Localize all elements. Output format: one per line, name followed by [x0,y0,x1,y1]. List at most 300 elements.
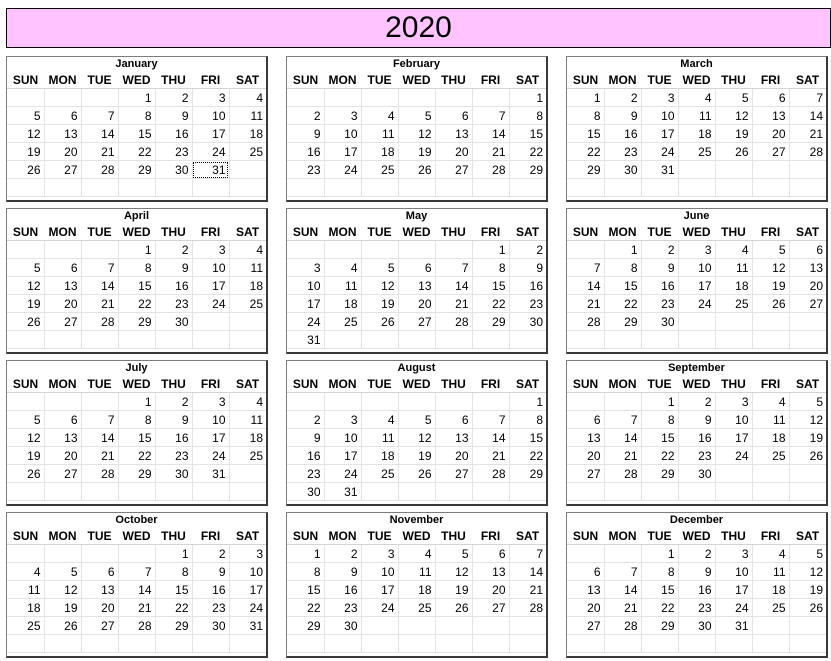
day-cell[interactable]: 7 [472,411,509,429]
day-cell[interactable]: 10 [192,107,229,125]
day-cell[interactable] [361,635,398,653]
day-cell[interactable] [752,483,789,501]
day-cell[interactable]: 13 [752,107,789,125]
day-cell[interactable]: 10 [641,107,678,125]
day-cell[interactable]: 28 [472,161,509,179]
day-cell[interactable]: 5 [361,259,398,277]
day-cell[interactable]: 15 [641,581,678,599]
day-cell[interactable]: 16 [192,581,229,599]
day-cell[interactable] [44,635,81,653]
day-cell[interactable]: 9 [604,107,641,125]
day-cell[interactable] [7,393,44,411]
day-cell[interactable]: 14 [509,563,546,581]
day-cell[interactable]: 12 [7,125,44,143]
day-cell[interactable]: 14 [789,107,826,125]
day-cell[interactable]: 3 [287,259,324,277]
day-cell[interactable]: 6 [435,411,472,429]
day-cell[interactable] [715,635,752,653]
day-cell[interactable] [81,89,118,107]
day-cell[interactable]: 24 [715,447,752,465]
day-cell[interactable]: 13 [789,259,826,277]
day-cell[interactable]: 26 [435,599,472,617]
day-cell[interactable]: 9 [509,259,546,277]
day-cell[interactable]: 17 [192,125,229,143]
day-cell[interactable]: 27 [435,465,472,483]
day-cell[interactable] [287,89,324,107]
day-cell[interactable] [604,483,641,501]
day-cell[interactable]: 16 [509,277,546,295]
day-cell[interactable] [229,161,266,179]
day-cell[interactable]: 20 [435,447,472,465]
day-cell[interactable]: 19 [7,295,44,313]
day-cell[interactable]: 13 [398,277,435,295]
day-cell[interactable]: 9 [324,563,361,581]
day-cell[interactable]: 16 [287,143,324,161]
day-cell[interactable]: 19 [789,581,826,599]
day-cell[interactable] [509,635,546,653]
day-cell[interactable]: 28 [472,465,509,483]
day-cell[interactable]: 16 [604,125,641,143]
day-cell[interactable] [361,483,398,501]
day-cell[interactable]: 8 [567,107,604,125]
day-cell[interactable]: 18 [752,581,789,599]
day-cell[interactable]: 17 [678,277,715,295]
day-cell[interactable]: 5 [398,107,435,125]
day-cell[interactable]: 23 [678,599,715,617]
day-cell[interactable] [324,89,361,107]
day-cell[interactable]: 3 [641,89,678,107]
day-cell[interactable] [7,179,44,197]
day-cell[interactable]: 22 [118,143,155,161]
day-cell[interactable] [44,179,81,197]
day-cell[interactable]: 19 [7,447,44,465]
day-cell[interactable]: 2 [324,545,361,563]
day-cell[interactable]: 13 [567,429,604,447]
day-cell[interactable]: 6 [398,259,435,277]
day-cell[interactable]: 22 [155,599,192,617]
day-cell[interactable]: 20 [789,277,826,295]
day-cell[interactable]: 2 [678,393,715,411]
day-cell[interactable]: 24 [324,161,361,179]
day-cell[interactable] [567,331,604,349]
day-cell[interactable]: 21 [472,447,509,465]
day-cell[interactable] [435,635,472,653]
day-cell[interactable]: 14 [81,277,118,295]
day-cell[interactable]: 3 [324,107,361,125]
day-cell[interactable] [44,241,81,259]
day-cell[interactable]: 3 [192,393,229,411]
day-cell[interactable]: 16 [641,277,678,295]
day-cell[interactable]: 17 [361,581,398,599]
day-cell[interactable]: 8 [604,259,641,277]
day-cell[interactable]: 7 [567,259,604,277]
day-cell[interactable]: 5 [398,411,435,429]
day-cell[interactable]: 5 [44,563,81,581]
day-cell[interactable]: 27 [472,599,509,617]
day-cell[interactable]: 6 [567,411,604,429]
day-cell[interactable]: 30 [678,617,715,635]
day-cell[interactable]: 12 [361,277,398,295]
day-cell[interactable]: 30 [509,313,546,331]
day-cell[interactable]: 25 [7,617,44,635]
day-cell-selected[interactable]: 31 [192,161,229,179]
day-cell[interactable]: 10 [192,259,229,277]
day-cell[interactable]: 30 [641,313,678,331]
day-cell[interactable] [398,241,435,259]
day-cell[interactable]: 29 [118,465,155,483]
day-cell[interactable]: 6 [567,563,604,581]
day-cell[interactable]: 10 [715,411,752,429]
day-cell[interactable] [789,617,826,635]
day-cell[interactable]: 29 [509,465,546,483]
day-cell[interactable]: 1 [118,89,155,107]
day-cell[interactable]: 1 [118,241,155,259]
day-cell[interactable]: 1 [509,89,546,107]
day-cell[interactable]: 25 [361,465,398,483]
day-cell[interactable]: 24 [678,295,715,313]
day-cell[interactable]: 3 [361,545,398,563]
day-cell[interactable]: 8 [155,563,192,581]
day-cell[interactable]: 6 [752,89,789,107]
day-cell[interactable]: 7 [81,411,118,429]
day-cell[interactable]: 29 [118,313,155,331]
day-cell[interactable]: 8 [118,411,155,429]
day-cell[interactable] [604,635,641,653]
day-cell[interactable] [567,483,604,501]
day-cell[interactable]: 23 [287,465,324,483]
day-cell[interactable]: 11 [398,563,435,581]
day-cell[interactable] [789,313,826,331]
day-cell[interactable] [324,331,361,349]
day-cell[interactable] [361,89,398,107]
day-cell[interactable]: 25 [229,143,266,161]
day-cell[interactable]: 18 [678,125,715,143]
day-cell[interactable]: 15 [155,581,192,599]
day-cell[interactable]: 13 [81,581,118,599]
day-cell[interactable]: 22 [567,143,604,161]
day-cell[interactable]: 23 [604,143,641,161]
day-cell[interactable]: 27 [567,465,604,483]
day-cell[interactable]: 8 [641,563,678,581]
day-cell[interactable]: 10 [324,429,361,447]
day-cell[interactable] [641,635,678,653]
day-cell[interactable] [435,483,472,501]
day-cell[interactable]: 4 [715,241,752,259]
day-cell[interactable] [435,179,472,197]
day-cell[interactable]: 23 [509,295,546,313]
day-cell[interactable]: 21 [435,295,472,313]
day-cell[interactable]: 5 [7,411,44,429]
day-cell[interactable]: 7 [81,107,118,125]
day-cell[interactable] [7,483,44,501]
day-cell[interactable]: 10 [229,563,266,581]
day-cell[interactable]: 22 [472,295,509,313]
day-cell[interactable]: 17 [324,143,361,161]
day-cell[interactable]: 19 [361,295,398,313]
day-cell[interactable] [509,483,546,501]
day-cell[interactable]: 14 [472,125,509,143]
day-cell[interactable]: 14 [435,277,472,295]
day-cell[interactable]: 13 [44,429,81,447]
day-cell[interactable]: 20 [44,143,81,161]
day-cell[interactable]: 21 [118,599,155,617]
day-cell[interactable] [361,241,398,259]
day-cell[interactable]: 3 [192,241,229,259]
day-cell[interactable]: 9 [155,411,192,429]
day-cell[interactable]: 28 [118,617,155,635]
day-cell[interactable] [81,635,118,653]
day-cell[interactable] [324,635,361,653]
day-cell[interactable]: 9 [192,563,229,581]
day-cell[interactable]: 13 [435,125,472,143]
day-cell[interactable] [7,545,44,563]
day-cell[interactable]: 16 [678,429,715,447]
day-cell[interactable]: 28 [509,599,546,617]
day-cell[interactable] [118,179,155,197]
day-cell[interactable]: 4 [229,241,266,259]
day-cell[interactable] [398,393,435,411]
day-cell[interactable] [604,179,641,197]
day-cell[interactable]: 18 [229,125,266,143]
day-cell[interactable]: 13 [567,581,604,599]
day-cell[interactable]: 29 [641,617,678,635]
day-cell[interactable]: 2 [155,89,192,107]
day-cell[interactable]: 28 [81,465,118,483]
day-cell[interactable] [752,161,789,179]
day-cell[interactable]: 14 [472,429,509,447]
day-cell[interactable]: 23 [678,447,715,465]
day-cell[interactable]: 10 [192,411,229,429]
day-cell[interactable]: 28 [789,143,826,161]
day-cell[interactable]: 11 [752,411,789,429]
day-cell[interactable]: 9 [678,563,715,581]
day-cell[interactable]: 27 [752,143,789,161]
day-cell[interactable] [567,393,604,411]
day-cell[interactable]: 22 [641,599,678,617]
day-cell[interactable] [715,465,752,483]
day-cell[interactable]: 24 [287,313,324,331]
day-cell[interactable]: 2 [192,545,229,563]
day-cell[interactable]: 15 [472,277,509,295]
day-cell[interactable]: 15 [509,429,546,447]
day-cell[interactable]: 2 [155,393,192,411]
day-cell[interactable] [44,89,81,107]
day-cell[interactable]: 29 [472,313,509,331]
day-cell[interactable]: 21 [472,143,509,161]
day-cell[interactable] [472,331,509,349]
day-cell[interactable]: 12 [789,411,826,429]
day-cell[interactable]: 18 [752,429,789,447]
day-cell[interactable]: 8 [118,259,155,277]
day-cell[interactable]: 17 [715,581,752,599]
day-cell[interactable]: 19 [435,581,472,599]
day-cell[interactable] [567,179,604,197]
day-cell[interactable]: 14 [81,429,118,447]
day-cell[interactable] [604,545,641,563]
day-cell[interactable]: 17 [229,581,266,599]
day-cell[interactable]: 11 [229,107,266,125]
day-cell[interactable]: 9 [287,125,324,143]
day-cell[interactable] [435,331,472,349]
day-cell[interactable]: 12 [7,277,44,295]
day-cell[interactable]: 23 [324,599,361,617]
day-cell[interactable]: 15 [287,581,324,599]
day-cell[interactable]: 10 [324,125,361,143]
day-cell[interactable]: 2 [155,241,192,259]
day-cell[interactable]: 26 [789,447,826,465]
day-cell[interactable]: 13 [44,125,81,143]
day-cell[interactable] [7,241,44,259]
day-cell[interactable]: 16 [678,581,715,599]
day-cell[interactable] [229,313,266,331]
day-cell[interactable]: 24 [229,599,266,617]
day-cell[interactable] [44,393,81,411]
day-cell[interactable] [192,483,229,501]
day-cell[interactable] [472,617,509,635]
day-cell[interactable] [789,179,826,197]
day-cell[interactable]: 3 [192,89,229,107]
day-cell[interactable] [44,545,81,563]
day-cell[interactable]: 6 [44,411,81,429]
day-cell[interactable]: 14 [604,429,641,447]
day-cell[interactable]: 5 [752,241,789,259]
day-cell[interactable]: 30 [155,313,192,331]
day-cell[interactable] [472,483,509,501]
day-cell[interactable]: 18 [7,599,44,617]
day-cell[interactable] [398,331,435,349]
day-cell[interactable]: 26 [7,465,44,483]
day-cell[interactable] [398,179,435,197]
day-cell[interactable]: 15 [509,125,546,143]
day-cell[interactable]: 12 [715,107,752,125]
day-cell[interactable]: 24 [192,143,229,161]
day-cell[interactable]: 16 [155,277,192,295]
day-cell[interactable]: 7 [435,259,472,277]
day-cell[interactable]: 25 [398,599,435,617]
day-cell[interactable] [509,617,546,635]
day-cell[interactable]: 26 [7,161,44,179]
day-cell[interactable]: 7 [509,545,546,563]
day-cell[interactable]: 4 [361,411,398,429]
day-cell[interactable]: 20 [472,581,509,599]
day-cell[interactable]: 31 [324,483,361,501]
day-cell[interactable] [81,545,118,563]
day-cell[interactable]: 28 [567,313,604,331]
day-cell[interactable] [361,617,398,635]
day-cell[interactable]: 26 [789,599,826,617]
day-cell[interactable] [641,179,678,197]
day-cell[interactable] [398,635,435,653]
day-cell[interactable]: 2 [287,411,324,429]
day-cell[interactable]: 29 [155,617,192,635]
day-cell[interactable]: 7 [604,411,641,429]
day-cell[interactable]: 12 [752,259,789,277]
day-cell[interactable]: 1 [155,545,192,563]
day-cell[interactable]: 17 [192,277,229,295]
day-cell[interactable]: 17 [192,429,229,447]
day-cell[interactable]: 2 [604,89,641,107]
day-cell[interactable]: 27 [44,313,81,331]
day-cell[interactable]: 28 [435,313,472,331]
day-cell[interactable] [567,545,604,563]
day-cell[interactable]: 22 [118,447,155,465]
day-cell[interactable] [678,313,715,331]
day-cell[interactable]: 3 [678,241,715,259]
day-cell[interactable]: 9 [155,107,192,125]
day-cell[interactable]: 7 [789,89,826,107]
day-cell[interactable]: 13 [472,563,509,581]
day-cell[interactable] [678,179,715,197]
day-cell[interactable] [678,331,715,349]
day-cell[interactable]: 15 [604,277,641,295]
day-cell[interactable]: 28 [81,161,118,179]
day-cell[interactable]: 19 [398,143,435,161]
day-cell[interactable]: 26 [44,617,81,635]
day-cell[interactable]: 30 [155,465,192,483]
day-cell[interactable]: 7 [81,259,118,277]
day-cell[interactable]: 25 [678,143,715,161]
day-cell[interactable]: 29 [567,161,604,179]
day-cell[interactable] [752,465,789,483]
day-cell[interactable]: 26 [7,313,44,331]
day-cell[interactable]: 28 [604,617,641,635]
day-cell[interactable]: 4 [324,259,361,277]
day-cell[interactable]: 5 [715,89,752,107]
day-cell[interactable]: 14 [81,125,118,143]
day-cell[interactable]: 18 [398,581,435,599]
day-cell[interactable]: 8 [472,259,509,277]
day-cell[interactable]: 27 [567,617,604,635]
day-cell[interactable]: 20 [44,447,81,465]
day-cell[interactable]: 26 [398,161,435,179]
day-cell[interactable]: 26 [398,465,435,483]
day-cell[interactable]: 16 [324,581,361,599]
day-cell[interactable] [678,635,715,653]
day-cell[interactable]: 20 [44,295,81,313]
day-cell[interactable] [287,635,324,653]
day-cell[interactable] [81,393,118,411]
day-cell[interactable] [155,635,192,653]
day-cell[interactable]: 26 [715,143,752,161]
day-cell[interactable]: 2 [678,545,715,563]
day-cell[interactable]: 23 [641,295,678,313]
day-cell[interactable]: 29 [604,313,641,331]
day-cell[interactable] [752,635,789,653]
day-cell[interactable]: 1 [472,241,509,259]
day-cell[interactable] [752,313,789,331]
day-cell[interactable]: 17 [641,125,678,143]
day-cell[interactable]: 5 [7,107,44,125]
day-cell[interactable]: 21 [604,447,641,465]
day-cell[interactable]: 31 [641,161,678,179]
day-cell[interactable]: 3 [715,545,752,563]
day-cell[interactable]: 31 [287,331,324,349]
day-cell[interactable] [567,241,604,259]
day-cell[interactable]: 22 [604,295,641,313]
day-cell[interactable]: 11 [678,107,715,125]
day-cell[interactable]: 19 [7,143,44,161]
day-cell[interactable]: 23 [155,295,192,313]
day-cell[interactable]: 2 [641,241,678,259]
day-cell[interactable]: 23 [287,161,324,179]
day-cell[interactable]: 31 [229,617,266,635]
day-cell[interactable]: 4 [752,393,789,411]
day-cell[interactable] [229,635,266,653]
day-cell[interactable]: 23 [155,143,192,161]
day-cell[interactable] [192,635,229,653]
day-cell[interactable]: 18 [229,277,266,295]
day-cell[interactable]: 5 [435,545,472,563]
